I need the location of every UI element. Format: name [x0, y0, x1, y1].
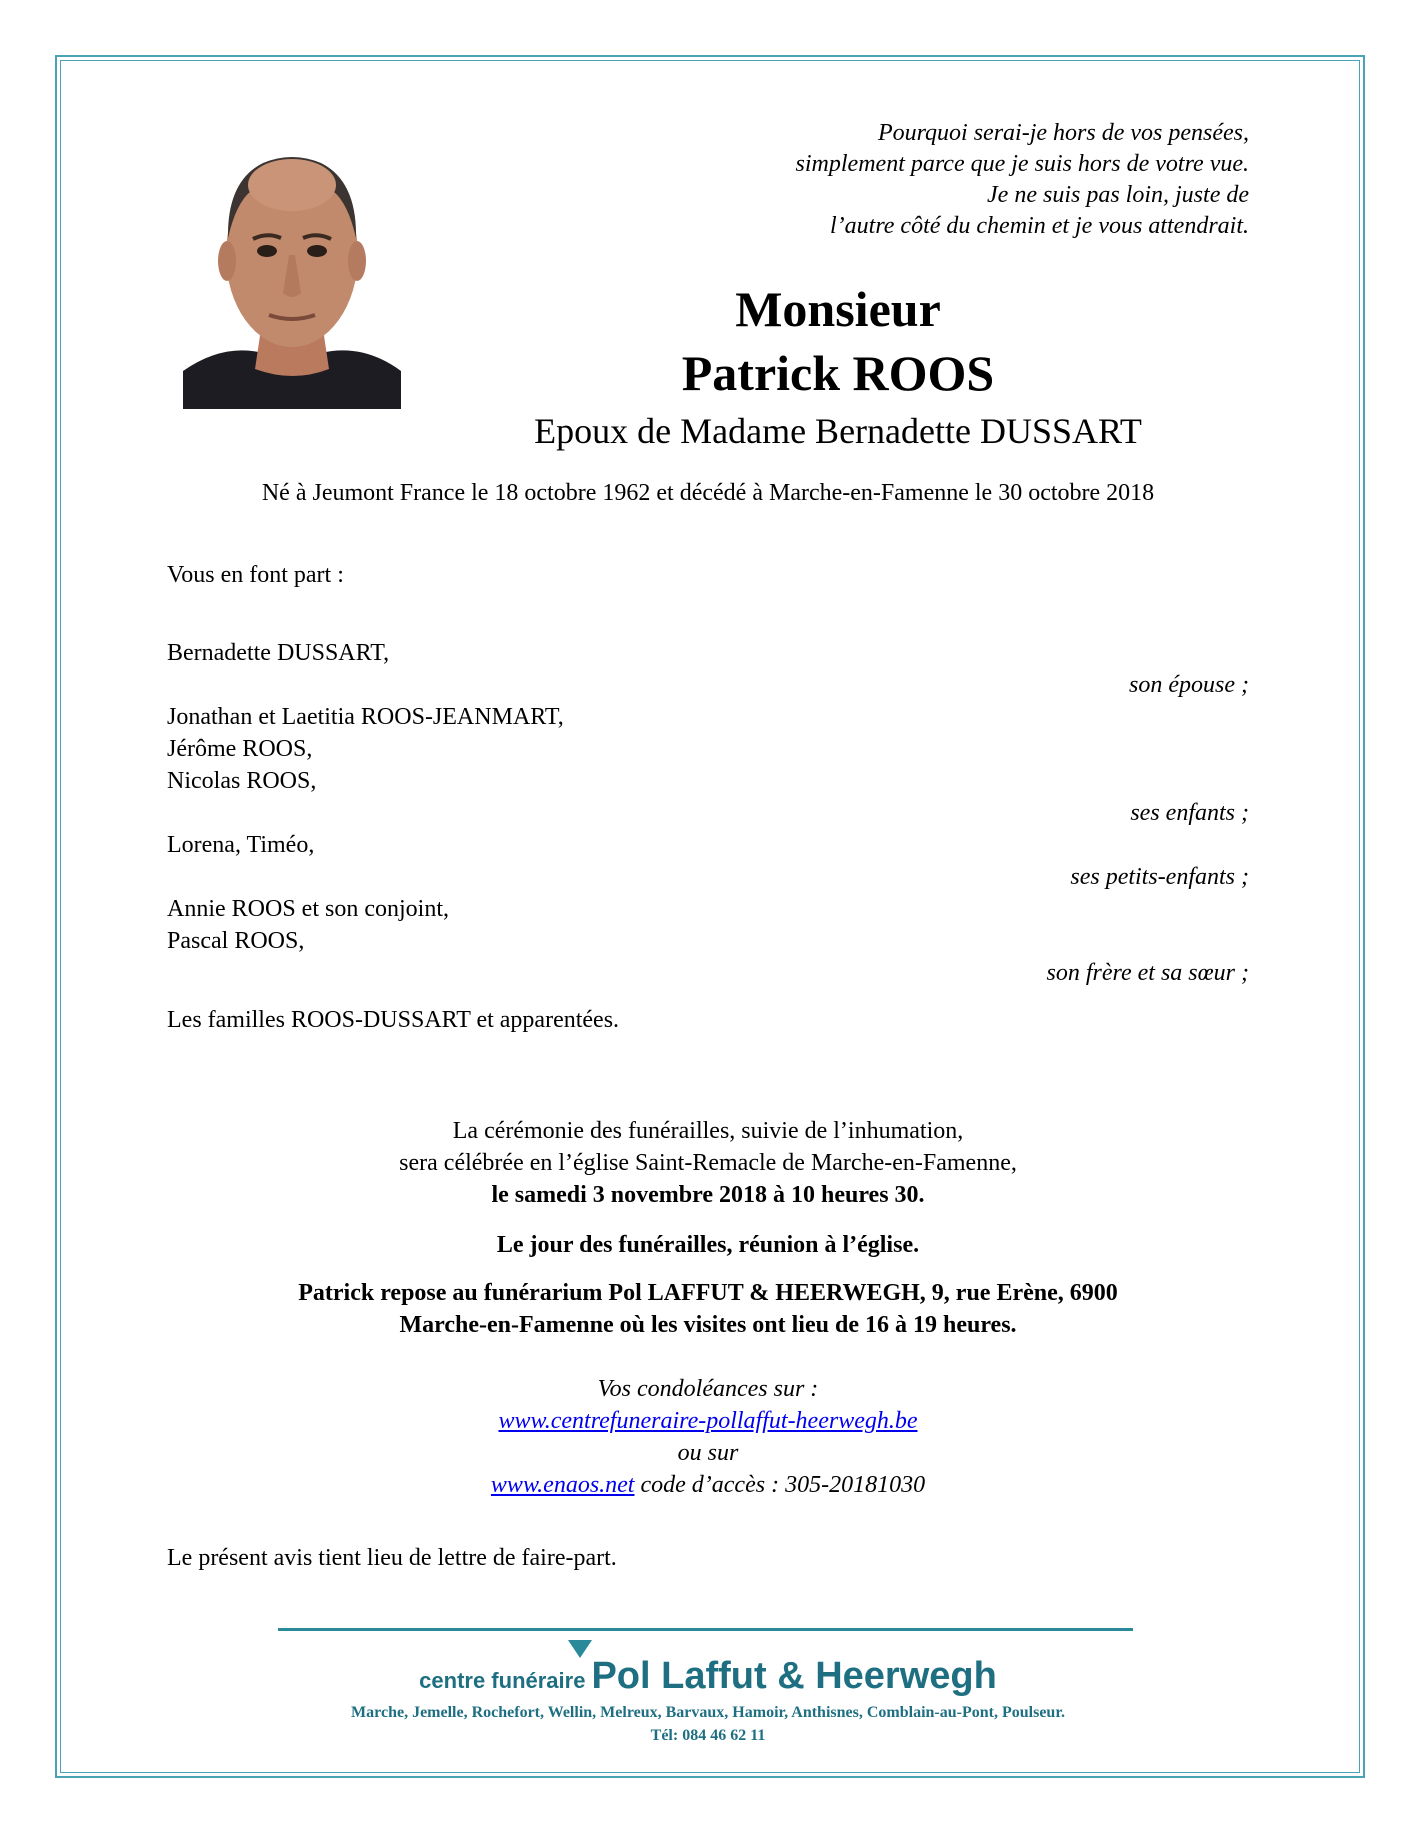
enaos-link[interactable]: www.enaos.net — [490, 1472, 635, 1498]
funeral-center-link[interactable]: www.centrefuneraire-pollaffut-heerwegh.be — [498, 1408, 918, 1434]
relationship-label: ses petits-enfants ; — [1070, 864, 1249, 890]
ceremony-line: sera célébrée en l’église Saint-Remacle de Marche-en-Famenne, — [399, 1150, 1017, 1176]
family-name: Bernadette DUSSART, — [167, 640, 390, 666]
poem — [549, 118, 1249, 242]
funeral-center-logo — [0, 1655, 1416, 1698]
relationship-label: ses enfants ; — [1130, 800, 1249, 826]
access-code: code d’accès : 305-20181030 — [634, 1472, 926, 1498]
honorific-title: Monsieur — [735, 281, 941, 337]
poem-line: Pourquoi serai-je hors de vos pensées, — [877, 120, 1249, 146]
condolences-label: Vos condoléances sur : — [597, 1376, 819, 1402]
condolences-link-line — [0, 1408, 1416, 1435]
footer-towns: Marche, Jemelle, Rochefort, Wellin, Melreux, Barvaux, Hamoir, Anthisnes, Comblain-au-Pont, Poulseur. — [351, 1704, 1065, 1721]
footer-divider — [278, 1628, 1133, 1631]
spouse-line: Epoux de Madame Bernadette DUSSART — [534, 411, 1142, 451]
ceremony-date: le samedi 3 novembre 2018 à 10 heures 30. — [491, 1182, 925, 1208]
family-name: Nicolas ROOS, — [167, 768, 317, 794]
relationship-label: son épouse ; — [1129, 672, 1249, 698]
family-name: Jérôme ROOS, — [167, 736, 313, 762]
poem-line: l’autre côté du chemin et je vous attendrait. — [829, 213, 1249, 239]
family-name: Jonathan et Laetitia ROOS-JEANMART, — [167, 704, 564, 730]
logo-prefix: centre funéraire — [419, 1668, 586, 1693]
closing-line: Le présent avis tient lieu de lettre de faire-part. — [167, 1545, 617, 1571]
family-name: Annie ROOS et son conjoint, — [167, 896, 449, 922]
footer-phone: Tél: 084 46 62 11 — [650, 1727, 766, 1744]
relationship-label: son frère et sa sœur ; — [1046, 960, 1249, 986]
birth-death-line: Né à Jeumont France le 18 octobre 1962 et décédé à Marche-en-Famenne le 30 octobre 2018 — [261, 480, 1155, 506]
logo-brand: Pol Laffut & Heerwegh — [591, 1655, 997, 1697]
condolences-or: ou sur — [677, 1440, 739, 1466]
poem-line: simplement parce que je suis hors de votre vue. — [795, 151, 1249, 177]
families-line: Les familles ROOS-DUSSART et apparentées. — [167, 1007, 620, 1033]
poem-line: Je ne suis pas loin, juste de — [987, 182, 1249, 208]
deceased-name: Patrick ROOS — [681, 345, 995, 401]
enaos-line — [0, 1472, 1416, 1499]
rest-line: Patrick repose au funérarium Pol LAFFUT & HEERWEGH, 9, rue Erène, 6900 — [298, 1280, 1118, 1306]
ceremony-line: La cérémonie des funérailles, suivie de l’inhumation, — [452, 1118, 964, 1144]
intro-text: Vous en font part : — [167, 562, 344, 588]
meeting-line: Le jour des funérailles, réunion à l’église. — [496, 1232, 920, 1258]
family-name: Lorena, Timéo, — [167, 832, 315, 858]
rest-line: Marche-en-Famenne où les visites ont lieu de 16 à 19 heures. — [399, 1312, 1017, 1338]
family-name: Pascal ROOS, — [167, 928, 305, 954]
